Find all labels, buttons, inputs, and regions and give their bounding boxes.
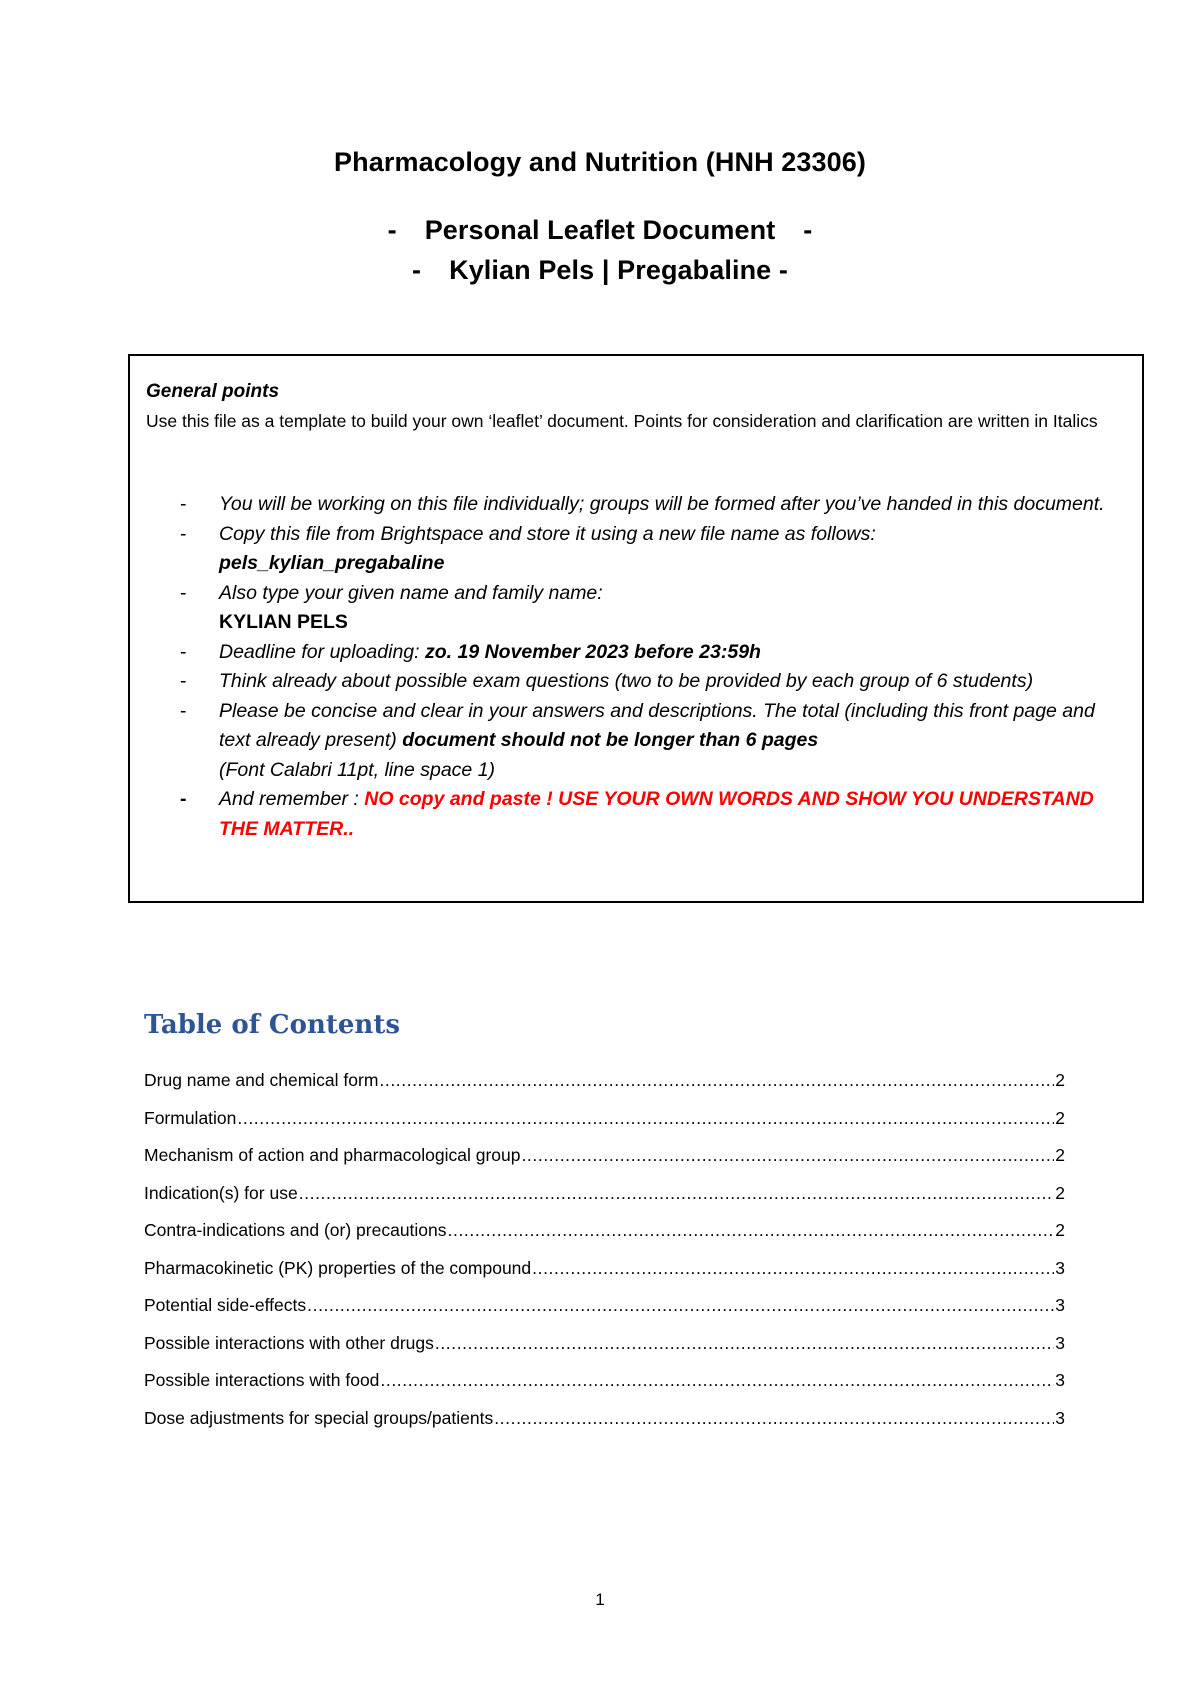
toc-entry-page: 2 [1055,1220,1065,1240]
toc-entry[interactable] [144,1220,1065,1258]
student-dash-left: - [412,255,422,285]
toc-entry-page: 3 [1055,1257,1065,1278]
toc-entry-label: Indication(s) for use [144,1182,298,1203]
general-points-box [128,354,1144,903]
deadline-value: zo. 19 November 2023 before 23:59h [424,640,761,663]
list-item-text: Also type your given name and family name: [219,581,603,604]
bullet-dash: - [180,522,187,545]
toc-dot-leader [299,1183,1055,1204]
page-number: 1 [595,1590,605,1609]
list-item [180,520,1120,579]
toc-entry-page: 3 [1055,1295,1065,1315]
bullet-dash: - [180,699,187,722]
toc-dot-leader [521,1145,1054,1166]
warning-text: NO copy and paste ! USE YOUR OWN WORDS AND SHOW YOU UNDERSTAND THE MATTER.. [219,788,1094,840]
bullet-dash: - [180,581,187,604]
toc-dot-leader [448,1220,1055,1241]
document-title: Pharmacology and Nutrition (HNH 23306) [334,147,866,177]
subtitle-dash-left: - [387,215,397,245]
toc-list [144,1070,1065,1445]
toc-entry[interactable] [144,1370,1065,1408]
list-item [180,785,1120,844]
toc-title: Table of Contents [144,1010,400,1040]
toc-entry-label: Potential side-effects [144,1295,307,1315]
list-item [180,579,1120,638]
list-item-text: Please be concise and clear in your answers and descriptions. The total (including this front page and text already present) [219,699,1095,751]
toc-entry-label: Possible interactions with food [144,1370,380,1390]
file-name: pels_kylian_pregabaline [219,552,445,574]
toc-entry-page: 2 [1055,1107,1065,1128]
toc-dot-leader [494,1408,1054,1429]
toc-entry-page: 2 [1055,1070,1065,1090]
toc-dot-leader [379,1070,1054,1091]
toc-entry-page: 3 [1055,1370,1065,1390]
general-points-heading: General points [146,381,280,402]
bullet-dash: - [180,640,187,663]
toc-dot-leader [532,1258,1054,1279]
toc-entry[interactable] [144,1145,1065,1183]
toc-entry[interactable] [144,1258,1065,1296]
toc-entry-page: 3 [1055,1407,1065,1428]
page-limit: document should not be longer than 6 pages [402,729,819,751]
toc-entry-label: Dose adjustments for special groups/patients [144,1407,494,1428]
toc-dot-leader [380,1370,1054,1391]
general-points-list [180,490,1120,844]
toc-entry-page: 2 [1055,1145,1065,1165]
toc-entry[interactable] [144,1070,1065,1108]
toc-entry-page: 2 [1055,1182,1065,1203]
bullet-dash: - [180,788,187,810]
toc-entry[interactable] [144,1295,1065,1333]
list-item-text: Deadline for uploading: [219,640,420,663]
toc-entry-label: Formulation [144,1107,237,1128]
toc-entry-label: Drug name and chemical form [144,1070,379,1090]
toc-entry[interactable] [144,1183,1065,1221]
student-name-drug: Kylian Pels | Pregabaline [449,255,772,285]
toc-entry-page: 3 [1055,1332,1065,1353]
list-item [180,638,1120,668]
student-full-name: KYLIAN PELS [219,611,348,633]
list-item [180,667,1120,697]
toc-dot-leader [435,1333,1054,1354]
toc-entry[interactable] [144,1408,1065,1446]
general-points-intro: Use this file as a template to build your own ‘leaflet’ document. Points for consideration and clarification are written in Italics [146,411,1098,431]
subtitle-text: Personal Leaflet Document [424,215,776,245]
list-item-text: And remember : [219,788,359,810]
toc-entry-label: Mechanism of action and pharmacological group [144,1145,521,1165]
bullet-dash: - [180,670,187,692]
toc-entry-label: Pharmacokinetic (PK) properties of the compound [144,1257,532,1278]
list-item [180,490,1120,520]
subtitle-dash-right: - [803,215,813,245]
student-dash-right: - [778,255,788,285]
toc-dot-leader [237,1108,1054,1129]
toc-entry-label: Possible interactions with other drugs [144,1332,434,1353]
document-subtitle [0,215,1200,246]
list-item-text: You will be working on this file individually; groups will be formed after you’ve handed in this document. [219,493,1105,515]
toc-entry[interactable] [144,1333,1065,1371]
bullet-dash: - [180,493,187,515]
list-item-text: Copy this file from Brightspace and store it using a new file name as follows: [219,522,876,545]
toc-entry-label: Contra-indications and (or) precautions [144,1220,447,1240]
list-item [180,697,1120,786]
toc-entry[interactable] [144,1108,1065,1146]
list-item-text: Think already about possible exam questions (two to be provided by each group of 6 students) [219,670,1034,692]
toc-dot-leader [307,1295,1054,1316]
student-line [0,255,1200,286]
font-note: (Font Calabri 11pt, line space 1) [219,758,496,781]
